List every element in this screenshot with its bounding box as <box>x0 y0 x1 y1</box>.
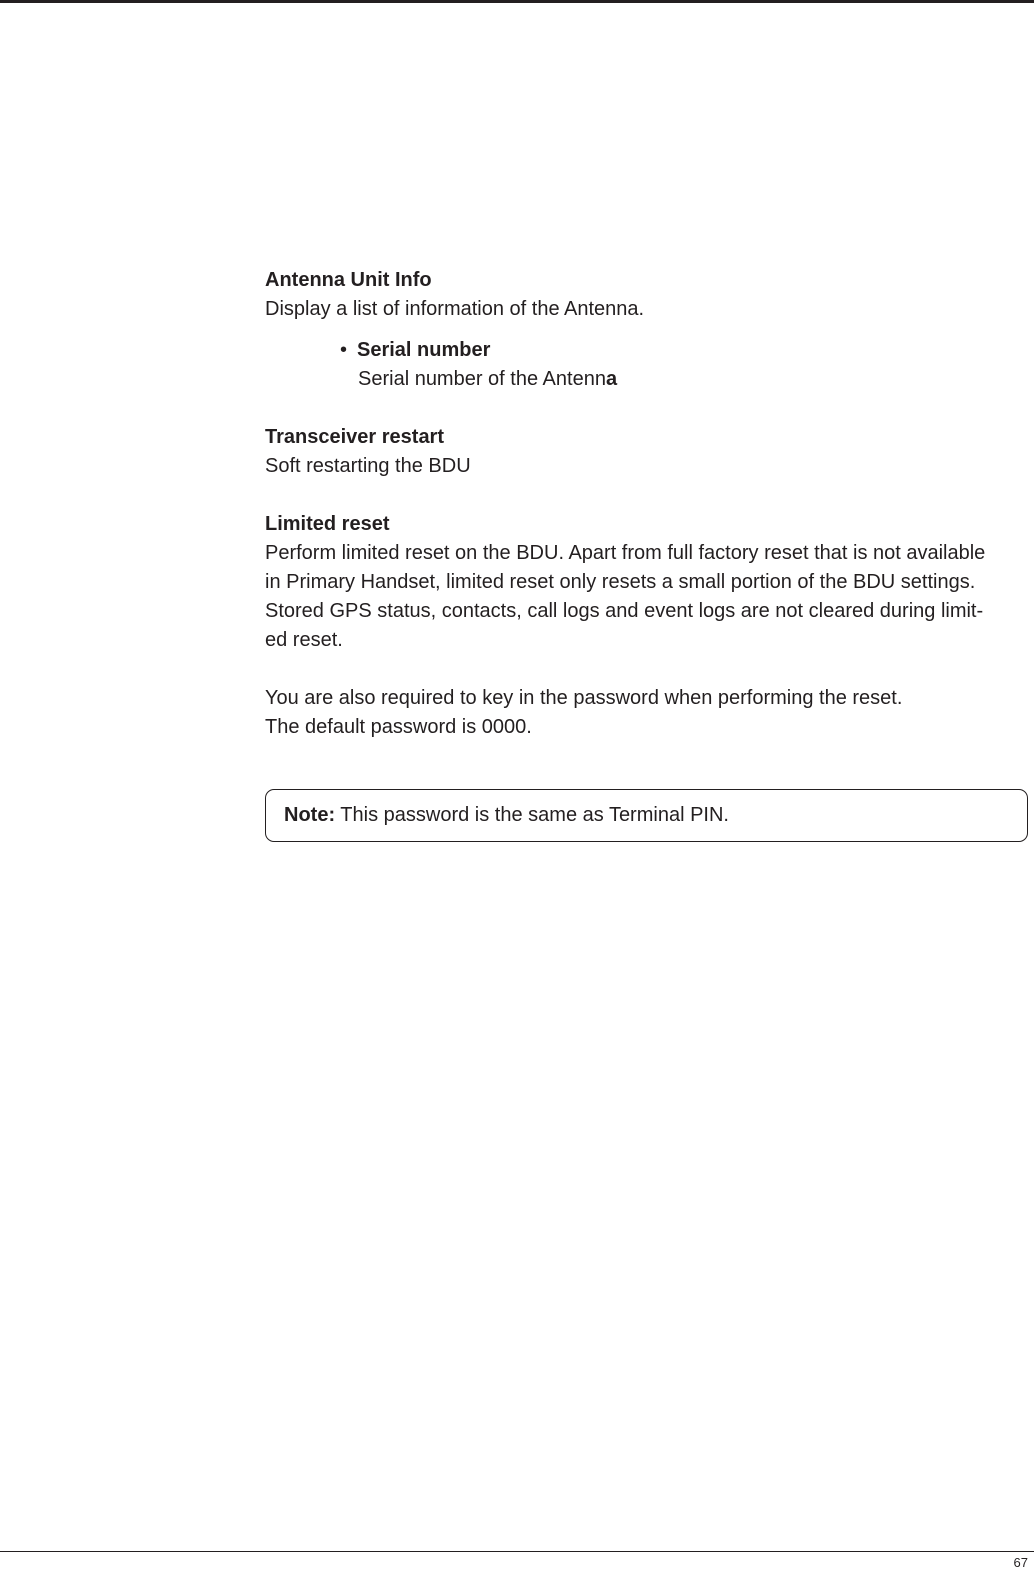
transceiver-restart-heading: Transceiver restart <box>265 426 445 448</box>
limited-reset-section <box>265 510 1031 655</box>
note-text: This password is the same as Terminal PIN. <box>335 804 729 826</box>
transceiver-restart-section <box>265 423 1031 481</box>
bottom-rule <box>0 1551 1034 1552</box>
limited-reset-line-3: Stored GPS status, contacts, call logs and event logs are not cleared during limit- <box>265 600 984 622</box>
antenna-unit-info-description: Display a list of information of the Antenna. <box>265 298 645 320</box>
note-label: Note: <box>284 804 336 826</box>
antenna-unit-info-section <box>265 266 1031 394</box>
main-content <box>265 266 1031 771</box>
password-section <box>265 684 1031 742</box>
serial-number-title: Serial number <box>357 339 491 361</box>
transceiver-restart-description: Soft restarting the BDU <box>265 455 471 477</box>
serial-number-bullet <box>265 336 1031 394</box>
password-line-1: You are also required to key in the password when performing the reset. <box>265 687 903 709</box>
password-line-2: The default password is 0000. <box>265 716 532 738</box>
limited-reset-line-4: ed reset. <box>265 629 343 651</box>
bullet-marker: • <box>340 339 348 361</box>
limited-reset-line-2: in Primary Handset, limited reset only resets a small portion of the BDU settings. <box>265 571 976 593</box>
top-rule <box>0 0 1034 3</box>
limited-reset-line-1: Perform limited reset on the BDU. Apart from full factory reset that is not available <box>265 542 986 564</box>
antenna-unit-info-heading: Antenna Unit Info <box>265 269 432 291</box>
serial-number-description <box>358 365 1031 394</box>
note-box <box>265 789 1028 842</box>
serial-number-description-start: Serial number of the Antenn <box>358 368 606 390</box>
limited-reset-heading: Limited reset <box>265 513 390 535</box>
page-number: 67 <box>1013 1555 1028 1570</box>
serial-number-description-end: a <box>605 368 618 390</box>
